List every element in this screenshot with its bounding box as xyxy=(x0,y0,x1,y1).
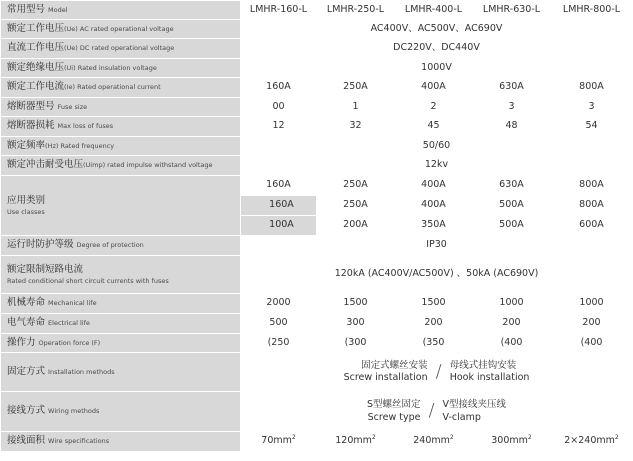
wiring-value xyxy=(241,392,633,432)
use-class-value: 800A xyxy=(551,176,633,196)
model-header: LMHR-160-L xyxy=(241,1,317,20)
use-class-value: 100A xyxy=(241,216,317,236)
model-header: LMHR-400-L xyxy=(395,1,473,20)
row-label-impulse: 额定冲击耐受电压(Uimp) rated impulse withstand voltage xyxy=(1,156,241,176)
fuse-size-value: 3 xyxy=(473,98,551,117)
installation-left-cn: 固定式螺丝安装 xyxy=(361,359,428,371)
operation-force-value: (350 xyxy=(395,334,473,353)
fuse-loss-value: 48 xyxy=(473,117,551,137)
operation-force-value: (400 xyxy=(551,334,633,353)
current-value: 630A xyxy=(473,78,551,98)
table-row xyxy=(1,236,633,256)
fuse-size-value: 3 xyxy=(551,98,633,117)
current-value: 250A xyxy=(317,78,395,98)
use-class-value: 500A xyxy=(473,196,551,216)
row-label-electrical-life: 电气寿命 Electrical life xyxy=(1,314,241,334)
row-label-mechanical-life: 机械寿命 Mechanical life xyxy=(1,294,241,314)
electrical-life-value: 200 xyxy=(395,314,473,334)
table-row xyxy=(1,294,633,314)
fuse-loss-value: 32 xyxy=(317,117,395,137)
row-label-protection: 运行时防护等级 Degree of protection xyxy=(1,236,241,256)
row-label-short-circuit: 额定限制短路电流 Rated conditional short circuit currents with fuses xyxy=(1,256,241,294)
fuse-size-value: 2 xyxy=(395,98,473,117)
row-label-wire-spec: 接线面积 Wire specifications xyxy=(1,432,241,452)
table-row xyxy=(1,156,633,176)
table-row xyxy=(1,137,633,156)
fuse-loss-value: 45 xyxy=(395,117,473,137)
electrical-life-value: 500 xyxy=(241,314,317,334)
mechanical-life-value: 1500 xyxy=(395,294,473,314)
wire-spec-value: $2\times 240mm^2$ xyxy=(551,432,633,452)
row-label-wiring: 接线方式 Wiring methods xyxy=(1,392,241,432)
ac-voltage-value: AC400V、AC500V、AC690V xyxy=(241,20,633,39)
table-row xyxy=(1,256,633,294)
current-value: 400A xyxy=(395,78,473,98)
electrical-life-value: 200 xyxy=(473,314,551,334)
operation-force-value: (400 xyxy=(473,334,551,353)
row-label-fuse-size: 熔断器型号 Fuse size xyxy=(1,98,241,117)
row-label-dc-voltage: 直流工作电压(Ue) DC rated operational voltage xyxy=(1,39,241,59)
slash-divider: / xyxy=(428,400,435,422)
row-label-ac-voltage: 额定工作电压(Ue) AC rated operational voltage xyxy=(1,20,241,39)
electrical-life-value: 300 xyxy=(317,314,395,334)
table-row xyxy=(1,39,633,59)
operation-force-value: (250 xyxy=(241,334,317,353)
row-label-insulation: 额定绝缘电压(Ui) Rated insulation voltage xyxy=(1,59,241,78)
use-class-value: 400A xyxy=(395,196,473,216)
installation-right-en: Hook installation xyxy=(449,372,530,383)
row-label-model: 常用型号 Model xyxy=(1,1,241,20)
mechanical-life-value: 2000 xyxy=(241,294,317,314)
use-class-value: 160A xyxy=(241,196,317,216)
use-class-value: 500A xyxy=(473,216,551,236)
use-class-value: 400A xyxy=(395,176,473,196)
insulation-value: 1000V xyxy=(241,59,633,78)
fuse-loss-value: 12 xyxy=(241,117,317,137)
row-label-installation: 固定方式 Installation methods xyxy=(1,353,241,392)
wiring-right-en: V-clamp xyxy=(442,411,481,423)
row-label-fuse-loss: 熔断器损耗 Max loss of fuses xyxy=(1,117,241,137)
fuse-size-value: 1 xyxy=(317,98,395,117)
current-value: 800A xyxy=(551,78,633,98)
fuse-size-value: 00 xyxy=(241,98,317,117)
fuse-loss-value: 54 xyxy=(551,117,633,137)
row-label-frequency: 额定频率(Hz) Rated frequency xyxy=(1,137,241,156)
use-class-value: 350A xyxy=(395,216,473,236)
protection-value: IP30 xyxy=(241,236,633,256)
current-value: 160A xyxy=(241,78,317,98)
use-class-value: 600A xyxy=(551,216,633,236)
table-row xyxy=(1,98,633,117)
impulse-value: 12kv xyxy=(241,156,633,176)
table-row xyxy=(1,314,633,334)
installation-left-en: Screw installation xyxy=(343,372,428,383)
table-row xyxy=(1,78,633,98)
model-header: LMHR-630-L xyxy=(473,1,551,20)
table-row xyxy=(1,1,633,20)
installation-value xyxy=(241,353,633,392)
mechanical-life-value: 1500 xyxy=(317,294,395,314)
use-class-value: 160A xyxy=(241,176,317,196)
wiring-left-cn: S型螺丝固定 xyxy=(366,399,421,411)
dc-voltage-value: DC220V、DC440V xyxy=(241,39,633,59)
frequency-value: 50/60 xyxy=(241,137,633,156)
use-class-value: 250A xyxy=(317,196,395,216)
operation-force-value: (300 xyxy=(317,334,395,353)
wire-spec-value: $70mm^2$ xyxy=(241,432,317,452)
use-class-value: 800A xyxy=(551,196,633,216)
wire-spec-value: $300mm^2$ xyxy=(473,432,551,452)
wiring-right-cn: V型接线夹压线 xyxy=(442,399,507,411)
model-header: LMHR-250-L xyxy=(317,1,395,20)
slash-divider: / xyxy=(435,360,442,382)
row-label-current: 额定工作电流(Ie) Rated operational current xyxy=(1,78,241,98)
mechanical-life-value: 1000 xyxy=(551,294,633,314)
table-row xyxy=(1,117,633,137)
table-row xyxy=(1,59,633,78)
wiring-left-en: Screw type xyxy=(367,411,421,423)
wire-spec-value: $240mm^2$ xyxy=(395,432,473,452)
row-label-use-classes: 应用类别 Use classes xyxy=(1,176,241,236)
use-class-value: 250A xyxy=(317,176,395,196)
table-row xyxy=(1,353,633,392)
electrical-life-value: 200 xyxy=(551,314,633,334)
table-row xyxy=(1,432,633,452)
wire-spec-value: $120mm^2$ xyxy=(317,432,395,452)
model-header: LMHR-800-L xyxy=(551,1,633,20)
table-row xyxy=(1,392,633,432)
installation-right-cn: 母线式挂钩安装 xyxy=(449,359,517,371)
use-class-value: 200A xyxy=(317,216,395,236)
table-row xyxy=(1,176,633,196)
table-row xyxy=(1,334,633,353)
mechanical-life-value: 1000 xyxy=(473,294,551,314)
row-label-operation-force: 操作力 Operation force (F) xyxy=(1,334,241,353)
table-row xyxy=(1,20,633,39)
short-circuit-value: 120kA (AC400V/AC500V) 、50kA (AC690V) xyxy=(241,256,633,294)
use-class-value: 630A xyxy=(473,176,551,196)
